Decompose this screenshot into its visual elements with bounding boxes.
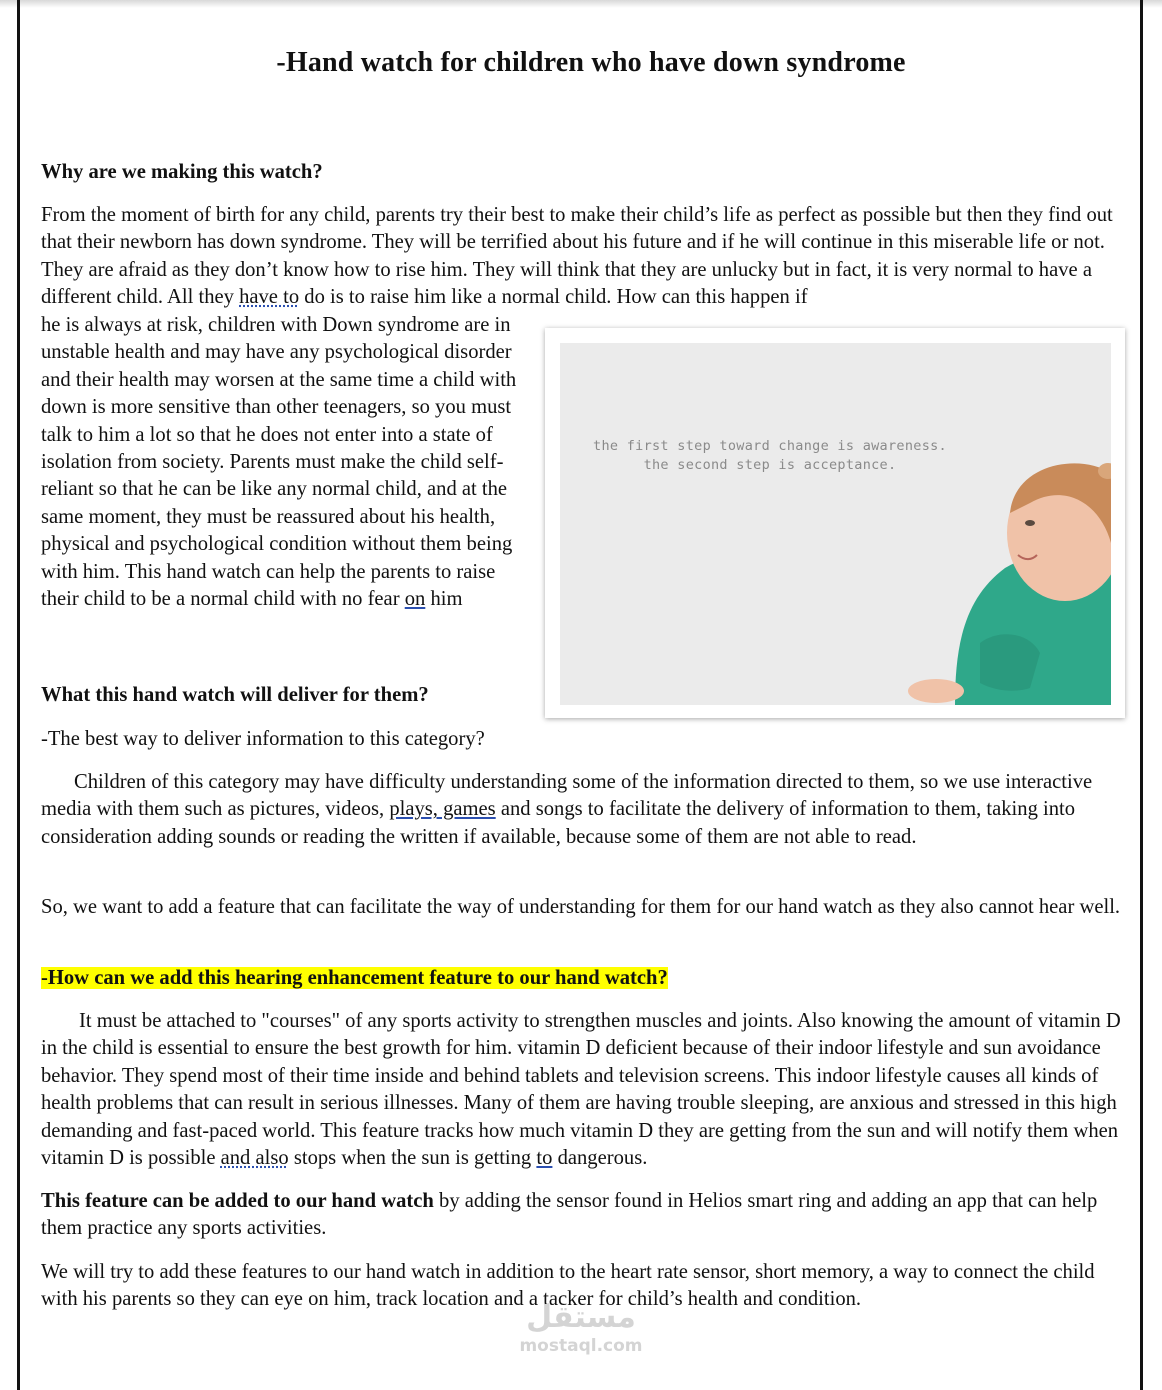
photo-quote-line2: the second step is acceptance. (643, 457, 897, 473)
paragraph-media (41, 769, 1121, 851)
question-line: -The best way to deliver information to this category? (41, 728, 485, 750)
photo-quote-line1: the first step toward change is awareness. (593, 438, 947, 454)
paragraph-media-end: and songs to facilitate the delivery of information to them, taking into consideration adding sounds or reading the written if available, because some of them are not able to read. (41, 798, 1076, 848)
paragraph-sensor-bold: This feature can be added to our hand watch (41, 1190, 434, 1212)
grammar-mark: on (404, 588, 426, 611)
paragraph-feature: So, we want to add a feature that can facilitate the way of understanding for them for our hand watch as they also cannot hear well. (41, 896, 1121, 918)
child-arm (980, 634, 1040, 690)
paragraph-intro-text: From the moment of birth for any child, parents try their best to make their child’s life as perfect as possible but then they find out that their newborn has down syndrome. They will be terrified about his future and if he will continue in this miserable life or not. They are afraid as they don’t know how to rise him. They will think that they are unlucky but in fact, it is very normal to have a different child. All they (41, 204, 1113, 309)
paragraph-vitamin-end: dangerous. (552, 1147, 648, 1170)
paragraph-wrapped-text: he is always at risk, children with Down syndrome are in unstable health and may have any psychological disorder and their health may worsen at the same time a child with down is more sensitive than other teenagers, so you must talk to him a lot so that he does not enter into a state of isolation from society. Parents must make the child self-reliant so that he can be like any normal child, and at the same moment, they must be reassured about his health, physical and psychological condition without them being with him. This hand watch can help the parents to raise their child to be a normal child with no fear (41, 314, 517, 611)
child-photo-figure (545, 328, 1125, 718)
paragraph-intro-end: do is to raise him like a normal child. How can this happen if (299, 286, 808, 309)
page-top-shadow (0, 0, 1162, 8)
child-illustration (560, 343, 1111, 705)
paragraph-vitamin-text: It must be attached to "courses" of any sports activity to strengthen muscles and joints. Also knowing the amount of vitamin D in the child is essential to ensure the best growth for him. vitamin D deficient because of their indoor lifestyle and sun avoidance behavior. They spend most of their time inside and behind tablets and television screens. This indoor lifestyle causes all kinds of health problems that can result in serious illnesses. Many of them are having trouble sleeping, are anxious and stressed in this high demanding and fast-paced world. This feature tracks how much vitamin D they are getting from the sun and will notify them when vitamin D is possible (41, 1010, 1121, 1170)
paragraph-sensor-text: by adding the sensor found in Helios smart ring and adding an app that can help them practice any sports activities. (41, 1190, 1098, 1240)
child-photo (560, 343, 1111, 705)
child-eye (1025, 520, 1035, 526)
document-title: -Hand watch for children who have down syndrome (276, 47, 906, 78)
paragraph-wrapped-end: him (425, 588, 463, 611)
mostaql-watermark (510, 1300, 652, 1356)
paragraph-vitamin (41, 1008, 1121, 1172)
mostaql-url: mostaql.com (519, 1336, 643, 1356)
grammar-mark: to (536, 1147, 553, 1170)
paragraph-vitamin-mid: stops when the sun is getting (288, 1147, 537, 1170)
paragraph-intro (41, 202, 1121, 312)
grammar-mark: plays, games (389, 798, 496, 821)
grammar-mark: have to (239, 286, 300, 309)
paragraph-summary: We will try to add these features to our hand watch in addition to the heart rate sensor, short memory, a way to connect the child with his parents so they can eye on him, track location and a tacker for child’s health and condition. (41, 1261, 1095, 1311)
section-heading-deliver: What this hand watch will deliver for them? (41, 684, 429, 706)
paragraph-media-text: Children of this category may have difficulty understanding some of the information directed to them, so we use interactive media with them such as pictures, videos, (41, 771, 1093, 821)
page-border-right (1140, 0, 1143, 1390)
mostaql-logo: مستقل (526, 1300, 636, 1335)
child-hand (908, 679, 964, 703)
highlighted-heading: -How can we add this hearing enhancement feature to our hand watch? (41, 967, 668, 989)
paragraph-sensor (41, 1188, 1121, 1243)
paragraph-wrapped (41, 312, 521, 613)
section-heading-hearing (41, 965, 668, 992)
grammar-mark: and also (220, 1147, 289, 1170)
page-border-left (17, 0, 20, 1390)
section-heading-why: Why are we making this watch? (41, 161, 323, 183)
